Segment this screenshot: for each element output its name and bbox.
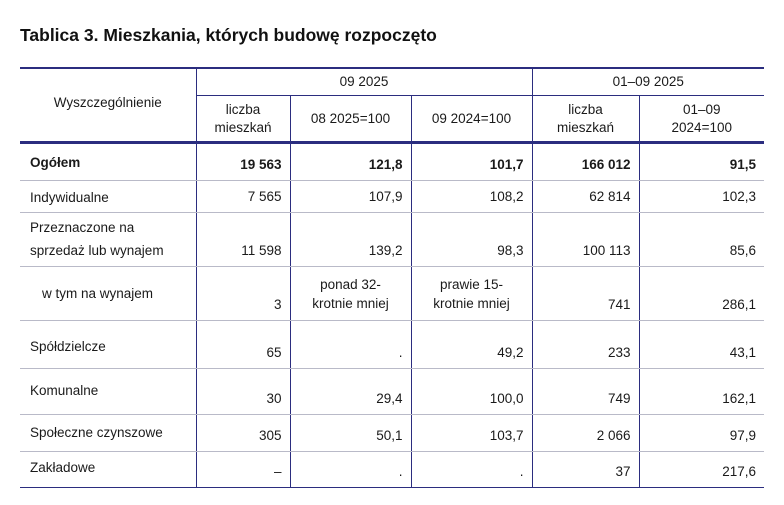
table-row-przeznaczone — [20, 213, 764, 267]
header-group-01-09-2025: 01–09 2025 — [532, 68, 764, 96]
row-label: w tym na wynajem — [20, 267, 196, 321]
cell-value: 43,1 — [639, 321, 764, 369]
cell-value: 97,9 — [639, 415, 764, 452]
cell-value: . — [411, 452, 532, 488]
row-label: Ogółem — [20, 143, 196, 181]
cell-value: 65 — [196, 321, 290, 369]
header-row-1 — [20, 68, 764, 96]
cell-value: 305 — [196, 415, 290, 452]
cell-value: 29,4 — [290, 369, 411, 415]
table-title: Tablica 3. Mieszkania, których budowę rozpoczęto — [20, 25, 437, 45]
cell-value: 11 598 — [196, 213, 290, 267]
row-label: Przeznaczone na sprzedaż lub wynajem — [20, 213, 196, 267]
cell-value: 233 — [532, 321, 639, 369]
cell-value: 19 563 — [196, 143, 290, 181]
row-label: Zakładowe — [20, 452, 196, 488]
cell-value: 2 066 — [532, 415, 639, 452]
cell-value: 741 — [532, 267, 639, 321]
cell-value: 49,2 — [411, 321, 532, 369]
table-row-komunalne — [20, 369, 764, 415]
cell-value: 30 — [196, 369, 290, 415]
cell-value: – — [196, 452, 290, 488]
cell-value: 91,5 — [639, 143, 764, 181]
cell-value: 217,6 — [639, 452, 764, 488]
cell-value: 3 — [196, 267, 290, 321]
table-row-indywidualne — [20, 181, 764, 213]
cell-value: . — [290, 452, 411, 488]
cell-value: 100,0 — [411, 369, 532, 415]
table-row-spoldzielcze — [20, 321, 764, 369]
header-08-2025-index: 08 2025=100 — [290, 96, 411, 143]
cell-value: prawie 15- krotnie mniej — [411, 267, 532, 321]
table-row-zakladowe — [20, 452, 764, 488]
row-label: Spółdzielcze — [20, 321, 196, 369]
header-01-09-2024-index: 01–09 2024=100 — [639, 96, 764, 143]
table-row-na-wynajem — [20, 267, 764, 321]
header-liczba-mieszkan-2: liczba mieszkań — [532, 96, 639, 143]
header-group-09-2025: 09 2025 — [196, 68, 532, 96]
cell-value: 101,7 — [411, 143, 532, 181]
cell-value: 107,9 — [290, 181, 411, 213]
cell-value: 162,1 — [639, 369, 764, 415]
cell-value: 62 814 — [532, 181, 639, 213]
cell-value: 100 113 — [532, 213, 639, 267]
cell-value: 121,8 — [290, 143, 411, 181]
row-label: Indywidualne — [20, 181, 196, 213]
cell-value: 50,1 — [290, 415, 411, 452]
cell-value: 7 565 — [196, 181, 290, 213]
cell-value: . — [290, 321, 411, 369]
cell-value: 108,2 — [411, 181, 532, 213]
cell-value: 749 — [532, 369, 639, 415]
header-09-2024-index: 09 2024=100 — [411, 96, 532, 143]
cell-value: 85,6 — [639, 213, 764, 267]
table-row-ogolem — [20, 143, 764, 181]
header-liczba-mieszkan-1: liczba mieszkań — [196, 96, 290, 143]
cell-value: 166 012 — [532, 143, 639, 181]
cell-value: 98,3 — [411, 213, 532, 267]
cell-value: 103,7 — [411, 415, 532, 452]
row-label: Komunalne — [20, 369, 196, 415]
cell-value: ponad 32- krotnie mniej — [290, 267, 411, 321]
cell-value: 37 — [532, 452, 639, 488]
row-label: Społeczne czynszowe — [20, 415, 196, 452]
table-row-spoleczne-czynszowe — [20, 415, 764, 452]
header-wyszczegolnienie: Wyszczególnienie — [20, 68, 196, 143]
cell-value: 286,1 — [639, 267, 764, 321]
cell-value: 139,2 — [290, 213, 411, 267]
cell-value: 102,3 — [639, 181, 764, 213]
data-table — [20, 67, 764, 488]
